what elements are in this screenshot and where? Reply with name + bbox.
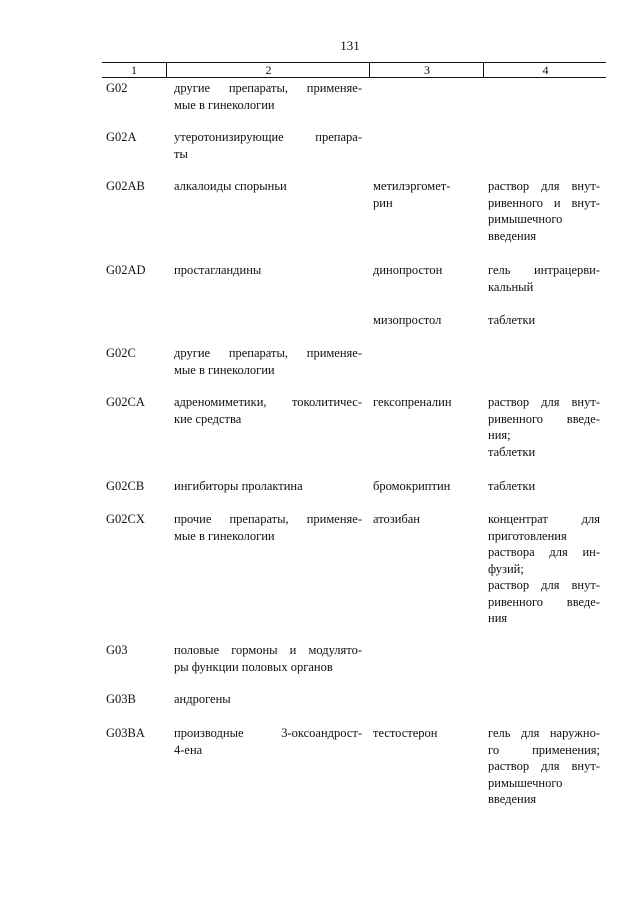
group-name-line: производные 3-оксоандрост-	[174, 726, 362, 740]
dosage-form	[488, 262, 600, 295]
group-name-line: утеротонизирующие препара-	[174, 130, 362, 144]
dosage-form-line: приготовления	[488, 528, 567, 543]
dosage-form	[488, 511, 600, 627]
dosage-form-line: раствора для ин-	[488, 545, 600, 559]
group-name	[174, 129, 362, 162]
dosage-form	[488, 725, 600, 808]
column-header-4: 4	[483, 63, 607, 77]
group-name-line: прочие препараты, применяе-	[174, 512, 362, 526]
group-name	[174, 262, 362, 279]
atc-code: G02AD	[106, 263, 146, 277]
group-name-line: простагландины	[174, 263, 262, 277]
dosage-form-line: таблетки	[488, 313, 536, 327]
group-name-line: мые в гинекологии	[174, 362, 275, 377]
dosage-form-line: ния;	[488, 428, 511, 442]
dosage-form-line: римышечного	[488, 212, 563, 226]
atc-code: G02	[106, 81, 128, 95]
group-name-line: мые в гинекологии	[174, 97, 275, 112]
group-name	[174, 345, 362, 378]
group-name-line: адреномиметики, токолитичес-	[174, 395, 362, 409]
group-name-line: 4-ена	[174, 742, 203, 757]
group-name-line: другие препараты, применяе-	[174, 346, 362, 360]
column-header-2: 2	[166, 63, 370, 77]
group-name	[174, 394, 362, 427]
dosage-form-line: фузий;	[488, 561, 524, 576]
group-name-line: мые в гинекологии	[174, 528, 275, 543]
dosage-form-line: ривенного введе-	[488, 594, 600, 609]
dosage-form-line: кальный	[488, 279, 534, 294]
dosage-form	[488, 178, 600, 244]
group-name-line: другие препараты, применяе-	[174, 81, 362, 95]
group-name	[174, 80, 362, 113]
dosage-form	[488, 394, 600, 460]
atc-code: G03BA	[106, 726, 145, 740]
drug-name-line: мизопростол	[373, 313, 442, 327]
group-name	[174, 725, 362, 758]
drug-name	[373, 262, 469, 279]
dosage-form-line: ния	[488, 611, 508, 625]
group-name	[174, 178, 362, 195]
dosage-form-line: гель для наружно-	[488, 726, 600, 740]
atc-code: G02A	[106, 130, 137, 144]
dosage-form	[488, 478, 600, 495]
column-header-3: 3	[369, 63, 484, 77]
drug-name	[373, 312, 469, 329]
dosage-form-line: таблетки	[488, 479, 536, 493]
atc-code: G02C	[106, 346, 136, 360]
drug-name	[373, 725, 469, 742]
column-header-1: 1	[131, 63, 137, 77]
drug-name-line: тестостерон	[373, 726, 438, 740]
dosage-form-line: ривенного введе-	[488, 411, 600, 426]
atc-code: G02CB	[106, 479, 145, 493]
dosage-form-line: концентрат для	[488, 512, 600, 526]
dosage-form-line: раствор для внут-	[488, 759, 600, 773]
group-name-line: половые гормоны и модулято-	[174, 643, 362, 657]
group-name	[174, 691, 362, 708]
dosage-form-line: римышечного	[488, 775, 563, 790]
dosage-form-line: раствор для внут-	[488, 578, 600, 592]
drug-name-line: рин	[373, 195, 393, 210]
drug-name	[373, 178, 469, 211]
dosage-form-line: таблетки	[488, 444, 536, 459]
atc-code: G02CX	[106, 512, 145, 526]
group-name	[174, 511, 362, 544]
group-name-line: ры функции половых органов	[174, 659, 333, 674]
table-header	[102, 62, 606, 78]
drug-name	[373, 394, 469, 411]
drug-name	[373, 478, 469, 495]
dosage-form-line: раствор для внут-	[488, 395, 600, 409]
group-name	[174, 642, 362, 675]
dosage-form-line: ривенного и внут-	[488, 195, 600, 210]
group-name-line: ты	[174, 146, 188, 161]
group-name	[174, 478, 362, 495]
dosage-form-line: введения	[488, 792, 537, 806]
drug-name-line: бромокриптин	[373, 479, 451, 493]
group-name-line: алкалоиды спорыньи	[174, 179, 287, 193]
dosage-form-line: гель интрацерви-	[488, 263, 600, 277]
dosage-form-line: введения	[488, 228, 537, 243]
group-name-line: ингибиторы пролактина	[174, 479, 303, 493]
dosage-form-line: го применения;	[488, 742, 600, 757]
drug-name-line: гексопреналин	[373, 395, 452, 409]
page-number: 131	[340, 38, 360, 53]
atc-code: G03	[106, 643, 128, 657]
atc-code: G02CA	[106, 395, 145, 409]
atc-code: G03B	[106, 692, 136, 706]
atc-code: G02AB	[106, 179, 145, 193]
drug-name-line: динопростон	[373, 263, 443, 277]
drug-name-line: атозибан	[373, 512, 420, 526]
drug-name-line: метилэргомет-	[373, 179, 451, 193]
drug-name	[373, 511, 469, 528]
dosage-form	[488, 312, 600, 329]
dosage-form-line: раствор для внут-	[488, 179, 600, 193]
group-name-line: андрогены	[174, 692, 231, 706]
group-name-line: кие средства	[174, 411, 242, 426]
